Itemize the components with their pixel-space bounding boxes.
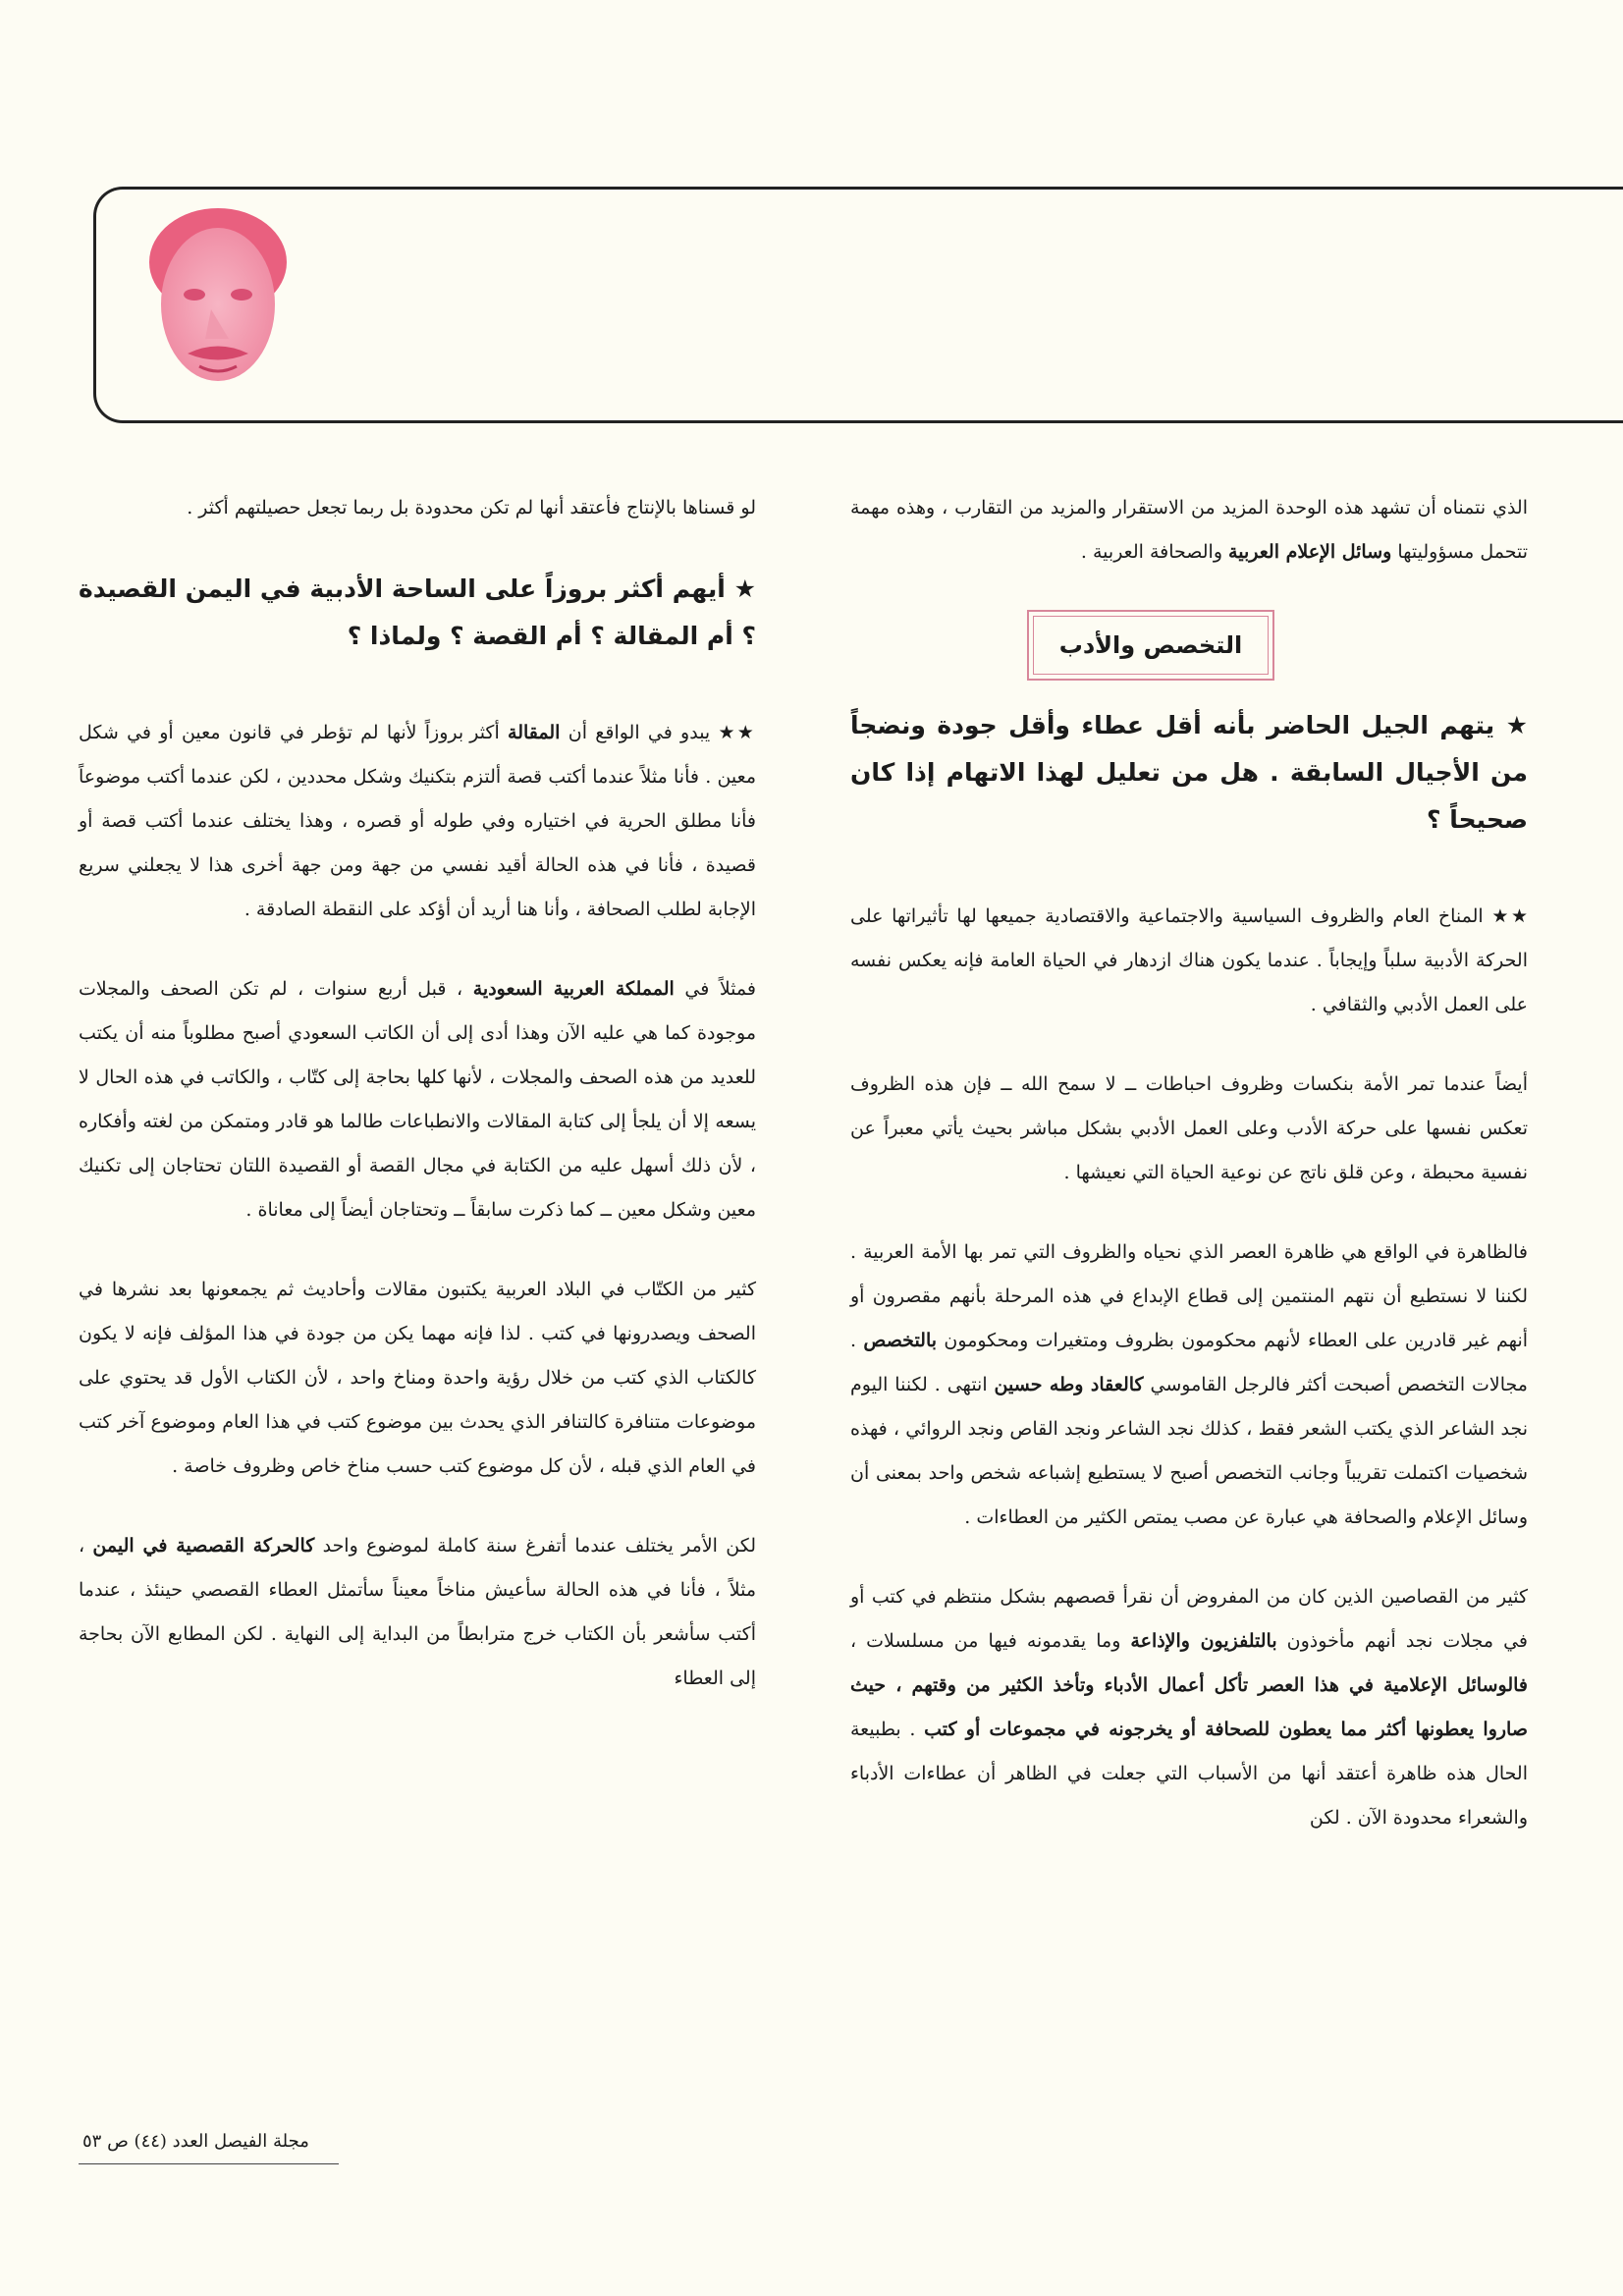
answer-paragraph-1: ★★ المناخ العام والظروف السياسية والاجتماعية والاقتصادية جميعها لها تأثيراتها على الحركة الأدبية سلباً وإيجاباً . عندما يكون هناك ازدهار في الحياة العامة فإنه يعكس نفسه على العمل الأدبي والثقافي . [850,905,1528,1015]
answer-paragraph-6: فمثلاً في المملكة العربية السعودية ، قبل أربع سنوات ، لم تكن الصحف والمجلات موجودة كما هي عليه الآن وهذا أدى إلى أن الكاتب السعودي أصبح مطلوباً منه أن يكتب للعديد من هذه الصحف والمجلات ، لأنها كلها بحاجة إلى كتّاب ، والكاتب في هذه الحال لا يسعه إلا أن يلجأ إلى كتابة المقالات والانطباعات طالما هو قادر ومتمكن من لغته وأفكاره ، لأن ذلك أسهل عليه من الكتابة في مجال القصة أو القصيدة اللتان تحتاجان إلى تكنيك معين وشكل معين ــ كما ذكرت سابقاً ــ وتحتاجان أيضاً إلى معاناة . [79,978,756,1221]
author-portrait [133,201,304,403]
left-intro: لو قسناها بالإنتاج فأعتقد أنها لم تكن محدودة بل ربما تجعل حصيلتهم أكثر . [187,497,756,519]
answer-paragraph-8: لكن الأمر يختلف عندما أتفرغ سنة كاملة لموضوع واحد كالحركة القصصية في اليمن ، مثلاً ، فأنا في هذه الحالة سأعيش مناخاً معيناً سأتمثل العطاء القصصي حينئذ ، عندما أكتب سأشعر بأن الكتاب خرج مترابطاً من البداية إلى النهاية . لكن المطابع الآن بحاجة إلى العطاء [79,1535,756,1689]
right-intro: الذي نتمناه أن تشهد هذه الوحدة المزيد من الاستقرار والمزيد من التقارب ، وهذه مهمة تتحمل مسؤوليتها وسائل الإعلام العربية والصحافة العربية . [850,497,1528,563]
right-column [850,486,1528,1876]
interview-question-2: ★ أيهم أكثر بروزاً على الساحة الأدبية في اليمن القصيدة ؟ أم المقالة ؟ أم القصة ؟ ولماذا ؟ [79,574,756,650]
answer-paragraph-4: كثير من القصاصين الذين كان من المفروض أن نقرأ قصصهم بشكل منتظم في كتب أو في مجلات نجد أنهم مأخوذون بالتلفزيون والإذاعة وما يقدمونه فيها من مسلسلات ، فالوسائل الإعلامية في هذا العصر تأكل أعمال الأدباء وتأخذ الكثير من وقتهم ، حيث صاروا يعطونها أكثر مما يعطون للصحافة أو يخرجونه في مجموعات أو كتب . بطبيعة الحال هذه ظاهرة أعتقد أنها من الأسباب التي جعلت في الظاهر أن عطاءات الأدباء والشعراء محدودة الآن . لكن [850,1586,1529,1829]
answer-paragraph-7: كثير من الكتّاب في البلاد العربية يكتبون مقالات وأحاديث ثم يجمعونها بعد نشرها في الصحف ويصدرونها في كتب . لذا فإنه مهما يكن من جودة في هذا المؤلف فإنه لا يكون كالكتاب الذي كتب من خلال رؤية واحدة ومناخ واحد ، لأن الكتاب الأول قد يحتوي على موضوعات متنافرة كالتنافر الذي يحدث بين موضوع كتب في هذا العام وموضوع آخر كتب في العام الذي قبله ، لأن كل موضوع كتب حسب مناخ خاص وظروف خاصة . [79,1279,756,1477]
header-frame [93,187,1623,423]
interview-question-1: ★ يتهم الجيل الحاضر بأنه أقل عطاء وأقل جودة ونضجاً من الأجيال السابقة . هل من تعليل لهذا الاتهام إذا كان صحيحاً ؟ [850,711,1528,834]
left-column [79,486,756,1736]
answer-paragraph-2: أيضاً عندما تمر الأمة بنكسات وظروف احباطات ــ لا سمح الله ــ فإن هذه الظروف تعكس نفسها على حركة الأدب وعلى العمل الأدبي بشكل مباشر بحيث يأتي معبراً عن نفسية محبطة ، وعن قلق ناتج عن نوعية الحياة التي نعيشها . [850,1073,1528,1183]
section-heading: التخصص والأدب [1033,616,1269,675]
answer-paragraph-3: فالظاهرة في الواقع هي ظاهرة العصر الذي نحياه والظروف التي تمر بها الأمة العربية . لكننا لا نستطيع أن نتهم المنتمين إلى قطاع الإبداع في هذه المرحلة بأنهم مقصرون أو أنهم غير قادرين على العطاء لأنهم محكومون بظروف ومتغيرات ومحكومون بالتخصص . مجالات التخصص أصبحت أكثر فالرجل القاموسي كالعقاد وطه حسين انتهى . لكننا اليوم نجد الشاعر الذي يكتب الشعر فقط ، كذلك نجد الشاعر ونجد القاص ونجد الروائي ، فهذه شخصيات اكتملت تقريباً وجانب التخصص أصبح لا يستطيع إشباعه شخص واحد بمعنى أن وسائل الإعلام والصحافة هي عبارة عن مصب يمتص الكثير من العطاءات . [850,1241,1529,1528]
page-footer: مجلة الفيصل العدد (٤٤) ص ٥٣ [82,2131,309,2152]
answer-paragraph-5: ★★ يبدو في الواقع أن المقالة أكثر بروزاً لأنها لم تؤطر في قانون معين أو في شكل معين . فأنا مثلاً عندما أكتب قصة ألتزم بتكنيك وشكل محددين ، لكن عندما أكتب موضوعاً فأنا مطلق الحرية في اختياره وفي طوله أو قصره ، وهذا يختلف عندما أكتب قصة أو قصيدة ، فأنا في هذه الحالة أقيد نفسي من جهة ومن جهة أخرى هذا لا يجعلني سريع الإجابة لطلب الصحافة ، وأنا هنا أريد أن أؤكد على النقطة الصادقة . [79,722,757,920]
section-heading-box [1027,610,1274,681]
footer-rule [79,2163,339,2164]
